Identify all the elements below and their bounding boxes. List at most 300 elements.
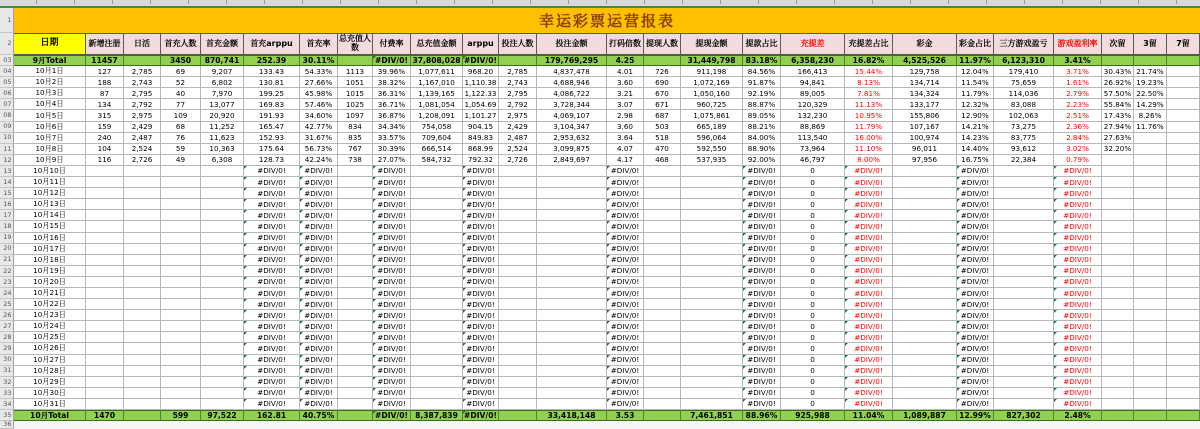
cell[interactable]: [201, 388, 244, 399]
cell[interactable]: 88.96%: [743, 410, 781, 421]
cell[interactable]: 92.19%: [743, 88, 781, 99]
cell[interactable]: 1,110.38: [463, 77, 499, 88]
date-cell[interactable]: 10月1日: [14, 66, 86, 77]
cell[interactable]: [994, 399, 1054, 410]
cell[interactable]: [1102, 332, 1134, 343]
row-number[interactable]: 04: [0, 66, 14, 77]
cell[interactable]: [1134, 266, 1167, 277]
cell[interactable]: [124, 321, 161, 332]
cell[interactable]: [1134, 210, 1167, 221]
cell[interactable]: 1015: [338, 88, 373, 99]
cell[interactable]: #DIV/0!: [743, 310, 781, 321]
cell[interactable]: [499, 355, 537, 366]
cell[interactable]: 835: [338, 133, 373, 144]
cell[interactable]: 3.60: [607, 77, 644, 88]
cell[interactable]: #DIV/0!: [300, 199, 338, 210]
column-header[interactable]: 首充arppu: [244, 33, 300, 55]
cell[interactable]: [161, 321, 201, 332]
cell[interactable]: #DIV/0!: [845, 244, 893, 255]
cell[interactable]: #DIV/0!: [373, 210, 411, 221]
cell[interactable]: [338, 355, 373, 366]
cell[interactable]: 88.21%: [743, 122, 781, 133]
cell[interactable]: [201, 266, 244, 277]
cell[interactable]: [411, 343, 463, 354]
cell[interactable]: 252.39: [244, 55, 300, 66]
cell[interactable]: [201, 355, 244, 366]
cell[interactable]: [124, 355, 161, 366]
cell[interactable]: #DIV/0!: [1054, 388, 1102, 399]
cell[interactable]: [86, 277, 124, 288]
cell[interactable]: [1134, 343, 1167, 354]
cell[interactable]: 1,081,054: [411, 99, 463, 110]
cell[interactable]: 11,252: [201, 122, 244, 133]
cell[interactable]: #DIV/0!: [957, 355, 994, 366]
cell[interactable]: #DIV/0!: [463, 166, 499, 177]
cell[interactable]: 1.61%: [1054, 77, 1102, 88]
cell[interactable]: [201, 277, 244, 288]
cell[interactable]: 0: [781, 343, 845, 354]
cell[interactable]: 12.90%: [957, 110, 994, 121]
cell[interactable]: #DIV/0!: [607, 343, 644, 354]
cell[interactable]: #DIV/0!: [463, 410, 499, 421]
cell[interactable]: 709,604: [411, 133, 463, 144]
cell[interactable]: [537, 255, 607, 266]
cell[interactable]: 116: [86, 155, 124, 166]
cell[interactable]: 690: [644, 77, 681, 88]
row-number[interactable]: 21: [0, 255, 14, 266]
cell[interactable]: 7,461,851: [681, 410, 743, 421]
cell[interactable]: 42.24%: [300, 155, 338, 166]
cell[interactable]: #DIV/0!: [607, 277, 644, 288]
cell[interactable]: [537, 355, 607, 366]
cell[interactable]: #DIV/0!: [845, 366, 893, 377]
cell[interactable]: [161, 233, 201, 244]
column-header[interactable]: 三方游戏盈亏: [994, 33, 1054, 55]
cell[interactable]: [161, 266, 201, 277]
cell[interactable]: 1,208,091: [411, 110, 463, 121]
cell[interactable]: 22.50%: [1134, 88, 1167, 99]
cell[interactable]: 1113: [338, 66, 373, 77]
cell[interactable]: [1134, 177, 1167, 188]
cell[interactable]: [1167, 155, 1200, 166]
cell[interactable]: 12.32%: [957, 99, 994, 110]
cell[interactable]: [1134, 332, 1167, 343]
cell[interactable]: [644, 288, 681, 299]
cell[interactable]: [644, 177, 681, 188]
cell[interactable]: #DIV/0!: [845, 355, 893, 366]
cell[interactable]: [681, 233, 743, 244]
cell[interactable]: 97,956: [893, 155, 957, 166]
cell[interactable]: #DIV/0!: [607, 266, 644, 277]
cell[interactable]: 27.07%: [373, 155, 411, 166]
cell[interactable]: [994, 244, 1054, 255]
cell[interactable]: 3,104,347: [537, 122, 607, 133]
cell[interactable]: 8,387,839: [411, 410, 463, 421]
date-cell[interactable]: 10月31日: [14, 399, 86, 410]
cell[interactable]: 37,808,028: [411, 55, 463, 66]
cell[interactable]: 0.79%: [1054, 155, 1102, 166]
cell[interactable]: 30.43%: [1102, 66, 1134, 77]
date-cell[interactable]: 9月Total: [14, 55, 86, 66]
cell[interactable]: [644, 343, 681, 354]
cell[interactable]: 11.04%: [845, 410, 893, 421]
cell[interactable]: [537, 266, 607, 277]
cell[interactable]: #DIV/0!: [1054, 177, 1102, 188]
cell[interactable]: #DIV/0!: [743, 343, 781, 354]
cell[interactable]: [537, 233, 607, 244]
cell[interactable]: #DIV/0!: [300, 332, 338, 343]
cell[interactable]: [537, 343, 607, 354]
cell[interactable]: [499, 244, 537, 255]
cell[interactable]: 7,970: [201, 88, 244, 99]
cell[interactable]: 468: [644, 155, 681, 166]
cell[interactable]: [338, 177, 373, 188]
cell[interactable]: [201, 166, 244, 177]
cell[interactable]: #DIV/0!: [1054, 288, 1102, 299]
cell[interactable]: [1167, 177, 1200, 188]
cell[interactable]: #DIV/0!: [957, 399, 994, 410]
cell[interactable]: #DIV/0!: [244, 299, 300, 310]
cell[interactable]: 4.01: [607, 66, 644, 77]
row-number[interactable]: 2: [0, 33, 14, 55]
cell[interactable]: [994, 366, 1054, 377]
cell[interactable]: 738: [338, 155, 373, 166]
cell[interactable]: 40: [161, 88, 201, 99]
cell[interactable]: 162.81: [244, 410, 300, 421]
cell[interactable]: [893, 332, 957, 343]
cell[interactable]: 10.95%: [845, 110, 893, 121]
cell[interactable]: [644, 399, 681, 410]
cell[interactable]: [499, 399, 537, 410]
cell[interactable]: 42.77%: [300, 122, 338, 133]
cell[interactable]: 2.23%: [1054, 99, 1102, 110]
cell[interactable]: [124, 299, 161, 310]
cell[interactable]: [201, 177, 244, 188]
cell[interactable]: [893, 321, 957, 332]
cell[interactable]: [644, 321, 681, 332]
cell[interactable]: [681, 332, 743, 343]
cell[interactable]: #DIV/0!: [607, 377, 644, 388]
cell[interactable]: [201, 288, 244, 299]
cell[interactable]: 584,732: [411, 155, 463, 166]
cell[interactable]: 2,487: [499, 133, 537, 144]
cell[interactable]: [499, 166, 537, 177]
cell[interactable]: [411, 244, 463, 255]
cell[interactable]: 11.76%: [1134, 122, 1167, 133]
cell[interactable]: [1134, 221, 1167, 232]
cell[interactable]: [338, 255, 373, 266]
cell[interactable]: 599: [161, 410, 201, 421]
cell[interactable]: #DIV/0!: [463, 55, 499, 66]
cell[interactable]: 2,975: [124, 110, 161, 121]
cell[interactable]: [1134, 144, 1167, 155]
cell[interactable]: [161, 188, 201, 199]
cell[interactable]: 8.00%: [845, 155, 893, 166]
cell[interactable]: [644, 244, 681, 255]
cell[interactable]: #DIV/0!: [244, 321, 300, 332]
cell[interactable]: [86, 399, 124, 410]
cell[interactable]: 1,089,887: [893, 410, 957, 421]
cell[interactable]: [994, 166, 1054, 177]
cell[interactable]: [1167, 66, 1200, 77]
cell[interactable]: 2,743: [499, 77, 537, 88]
cell[interactable]: #DIV/0!: [743, 221, 781, 232]
cell[interactable]: #DIV/0!: [743, 177, 781, 188]
cell[interactable]: 3.60: [607, 122, 644, 133]
cell[interactable]: [86, 166, 124, 177]
row-number[interactable]: 23: [0, 277, 14, 288]
cell[interactable]: [124, 277, 161, 288]
cell[interactable]: [1102, 177, 1134, 188]
cell[interactable]: #DIV/0!: [957, 310, 994, 321]
cell[interactable]: [1167, 343, 1200, 354]
cell[interactable]: #DIV/0!: [244, 377, 300, 388]
date-cell[interactable]: 10月9日: [14, 155, 86, 166]
cell[interactable]: #DIV/0!: [1054, 255, 1102, 266]
cell[interactable]: 130.81: [244, 77, 300, 88]
cell[interactable]: 315: [86, 110, 124, 121]
cell[interactable]: #DIV/0!: [1054, 310, 1102, 321]
cell[interactable]: [124, 388, 161, 399]
cell[interactable]: [681, 377, 743, 388]
cell[interactable]: 40.75%: [300, 410, 338, 421]
cell[interactable]: 0: [781, 277, 845, 288]
cell[interactable]: #DIV/0!: [244, 210, 300, 221]
cell[interactable]: [86, 188, 124, 199]
cell[interactable]: [681, 299, 743, 310]
cell[interactable]: [681, 399, 743, 410]
cell[interactable]: #DIV/0!: [244, 332, 300, 343]
cell[interactable]: [1134, 255, 1167, 266]
cell[interactable]: [124, 244, 161, 255]
cell[interactable]: [411, 366, 463, 377]
cell[interactable]: 2,524: [499, 144, 537, 155]
cell[interactable]: #DIV/0!: [607, 310, 644, 321]
cell[interactable]: [1102, 266, 1134, 277]
cell[interactable]: 88,869: [781, 122, 845, 133]
cell[interactable]: [994, 377, 1054, 388]
cell[interactable]: #DIV/0!: [957, 321, 994, 332]
cell[interactable]: [86, 355, 124, 366]
cell[interactable]: #DIV/0!: [607, 388, 644, 399]
column-header[interactable]: 游戏盈利率: [1054, 33, 1102, 55]
cell[interactable]: 69: [161, 66, 201, 77]
cell[interactable]: [537, 321, 607, 332]
cell[interactable]: 134,324: [893, 88, 957, 99]
cell[interactable]: [1134, 399, 1167, 410]
cell[interactable]: #DIV/0!: [1054, 299, 1102, 310]
cell[interactable]: [411, 310, 463, 321]
column-header[interactable]: 新增注册: [86, 33, 124, 55]
cell[interactable]: [681, 310, 743, 321]
cell[interactable]: 91.87%: [743, 77, 781, 88]
cell[interactable]: [644, 332, 681, 343]
cell[interactable]: [124, 166, 161, 177]
cell[interactable]: 89,005: [781, 88, 845, 99]
cell[interactable]: #DIV/0!: [845, 321, 893, 332]
cell[interactable]: [86, 321, 124, 332]
cell[interactable]: 14.23%: [957, 133, 994, 144]
cell[interactable]: [161, 299, 201, 310]
cell[interactable]: [411, 199, 463, 210]
row-number[interactable]: 20: [0, 244, 14, 255]
cell[interactable]: #DIV/0!: [373, 255, 411, 266]
cell[interactable]: 17.43%: [1102, 110, 1134, 121]
cell[interactable]: #DIV/0!: [743, 321, 781, 332]
cell[interactable]: 27.63%: [1102, 133, 1134, 144]
cell[interactable]: 36.31%: [373, 88, 411, 99]
cell[interactable]: #DIV/0!: [845, 299, 893, 310]
cell[interactable]: [499, 299, 537, 310]
cell[interactable]: #DIV/0!: [1054, 399, 1102, 410]
cell[interactable]: [1102, 321, 1134, 332]
cell[interactable]: [1167, 133, 1200, 144]
cell[interactable]: [499, 410, 537, 421]
cell[interactable]: #DIV/0!: [1054, 221, 1102, 232]
cell[interactable]: [681, 343, 743, 354]
cell[interactable]: 49: [161, 155, 201, 166]
cell[interactable]: [537, 332, 607, 343]
cell[interactable]: 2,487: [124, 133, 161, 144]
cell[interactable]: 20,920: [201, 110, 244, 121]
cell[interactable]: [338, 343, 373, 354]
date-cell[interactable]: 10月21日: [14, 288, 86, 299]
cell[interactable]: [1167, 388, 1200, 399]
column-header[interactable]: 首充金额: [201, 33, 244, 55]
cell[interactable]: #DIV/0!: [957, 199, 994, 210]
row-number[interactable]: 27: [0, 321, 14, 332]
cell[interactable]: [1134, 166, 1167, 177]
cell[interactable]: 88.87%: [743, 99, 781, 110]
cell[interactable]: 1,075,861: [681, 110, 743, 121]
cell[interactable]: [681, 277, 743, 288]
cell[interactable]: [499, 188, 537, 199]
column-header[interactable]: 提现金额: [681, 33, 743, 55]
row-number[interactable]: 13: [0, 166, 14, 177]
cell[interactable]: [537, 177, 607, 188]
cell[interactable]: [499, 366, 537, 377]
cell[interactable]: #DIV/0!: [373, 410, 411, 421]
cell[interactable]: #DIV/0!: [1054, 355, 1102, 366]
cell[interactable]: 0: [781, 244, 845, 255]
cell[interactable]: #DIV/0!: [300, 177, 338, 188]
cell[interactable]: 109: [161, 110, 201, 121]
cell[interactable]: 39.96%: [373, 66, 411, 77]
cell[interactable]: [1167, 166, 1200, 177]
cell[interactable]: #DIV/0!: [463, 199, 499, 210]
cell[interactable]: [86, 343, 124, 354]
cell[interactable]: [86, 266, 124, 277]
cell[interactable]: [644, 210, 681, 221]
cell[interactable]: #DIV/0!: [463, 188, 499, 199]
cell[interactable]: #DIV/0!: [607, 355, 644, 366]
cell[interactable]: [411, 221, 463, 232]
cell[interactable]: [644, 377, 681, 388]
cell[interactable]: #DIV/0!: [373, 244, 411, 255]
cell[interactable]: [161, 177, 201, 188]
cell[interactable]: [681, 210, 743, 221]
cell[interactable]: [338, 299, 373, 310]
cell[interactable]: [161, 377, 201, 388]
cell[interactable]: 0: [781, 266, 845, 277]
cell[interactable]: #DIV/0!: [607, 210, 644, 221]
cell[interactable]: 93,612: [994, 144, 1054, 155]
cell[interactable]: [499, 221, 537, 232]
cell[interactable]: #DIV/0!: [743, 377, 781, 388]
cell[interactable]: [86, 177, 124, 188]
cell[interactable]: [201, 377, 244, 388]
cell[interactable]: #DIV/0!: [957, 366, 994, 377]
cell[interactable]: 52: [161, 77, 201, 88]
cell[interactable]: [893, 221, 957, 232]
cell[interactable]: [1167, 288, 1200, 299]
cell[interactable]: [338, 244, 373, 255]
cell[interactable]: #DIV/0!: [463, 343, 499, 354]
cell[interactable]: #DIV/0!: [463, 233, 499, 244]
cell[interactable]: #DIV/0!: [957, 210, 994, 221]
cell[interactable]: 83,775: [994, 133, 1054, 144]
row-number[interactable]: 35: [0, 410, 14, 421]
date-cell[interactable]: 10月6日: [14, 122, 86, 133]
cell[interactable]: 77: [161, 99, 201, 110]
column-header[interactable]: 总充值人数: [338, 33, 373, 55]
cell[interactable]: #DIV/0!: [845, 310, 893, 321]
cell[interactable]: [681, 388, 743, 399]
cell[interactable]: [1134, 233, 1167, 244]
cell[interactable]: 2,429: [499, 122, 537, 133]
cell[interactable]: [1167, 221, 1200, 232]
column-header[interactable]: 总充值金额: [411, 33, 463, 55]
cell[interactable]: #DIV/0!: [244, 310, 300, 321]
cell[interactable]: [411, 210, 463, 221]
cell[interactable]: 3,728,344: [537, 99, 607, 110]
cell[interactable]: [338, 266, 373, 277]
cell[interactable]: #DIV/0!: [373, 332, 411, 343]
cell[interactable]: [411, 388, 463, 399]
cell[interactable]: #DIV/0!: [244, 199, 300, 210]
cell[interactable]: #DIV/0!: [373, 233, 411, 244]
cell[interactable]: #DIV/0!: [373, 355, 411, 366]
cell[interactable]: #DIV/0!: [957, 188, 994, 199]
cell[interactable]: #DIV/0!: [1054, 166, 1102, 177]
row-number[interactable]: 07: [0, 99, 14, 110]
cell[interactable]: [499, 377, 537, 388]
cell[interactable]: [1167, 321, 1200, 332]
cell[interactable]: [161, 399, 201, 410]
cell[interactable]: [1134, 321, 1167, 332]
cell[interactable]: [86, 377, 124, 388]
cell[interactable]: #DIV/0!: [957, 299, 994, 310]
cell[interactable]: #DIV/0!: [743, 388, 781, 399]
cell[interactable]: [1134, 188, 1167, 199]
cell[interactable]: 1,101.27: [463, 110, 499, 121]
cell[interactable]: 1,072,169: [681, 77, 743, 88]
cell[interactable]: 12.99%: [957, 410, 994, 421]
cell[interactable]: [1134, 299, 1167, 310]
cell[interactable]: 968.20: [463, 66, 499, 77]
date-cell[interactable]: 10月11日: [14, 177, 86, 188]
cell[interactable]: [1167, 410, 1200, 421]
cell[interactable]: #DIV/0!: [463, 366, 499, 377]
cell[interactable]: [644, 188, 681, 199]
cell[interactable]: #DIV/0!: [845, 177, 893, 188]
cell[interactable]: #DIV/0!: [845, 199, 893, 210]
cell[interactable]: 503: [644, 122, 681, 133]
cell[interactable]: 169.83: [244, 99, 300, 110]
cell[interactable]: [1134, 310, 1167, 321]
cell[interactable]: [1167, 266, 1200, 277]
cell[interactable]: #DIV/0!: [373, 55, 411, 66]
